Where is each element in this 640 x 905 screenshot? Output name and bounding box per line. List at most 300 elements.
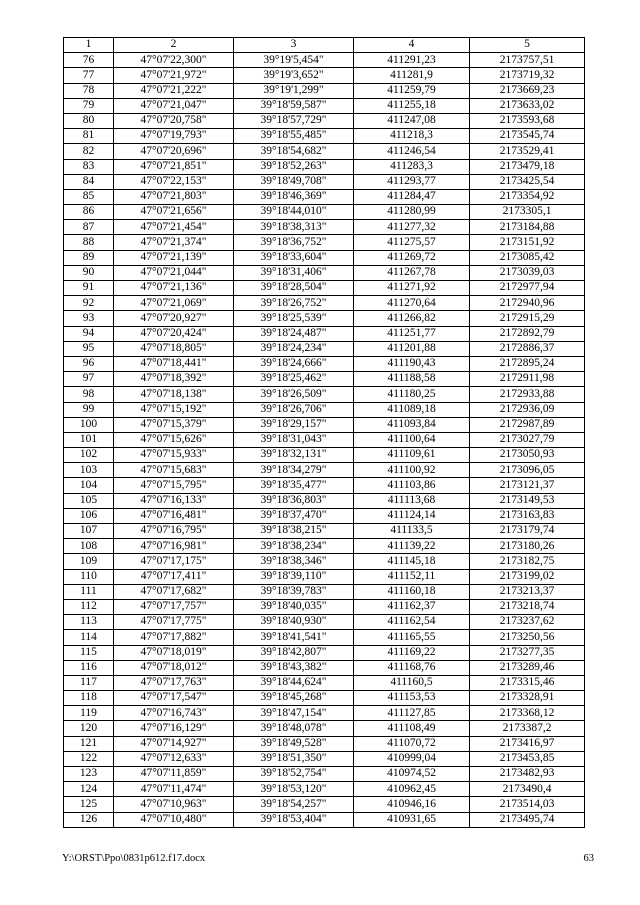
- cell-coord-x: 411100,92: [354, 463, 470, 478]
- cell-coord-x: 411269,72: [354, 250, 470, 265]
- cell-latitude: 47°07'21,069": [114, 296, 234, 311]
- table-row: [64, 402, 585, 417]
- cell-point-number: 76: [64, 53, 114, 68]
- table-row: [64, 281, 585, 296]
- cell-point-number: 97: [64, 372, 114, 387]
- cell-point-number: 120: [64, 721, 114, 736]
- header-col-2: 2: [114, 38, 234, 53]
- cell-coord-y: 2173529,41: [470, 144, 585, 159]
- table-row: [64, 387, 585, 402]
- cell-coord-y: 2173250,56: [470, 630, 585, 645]
- cell-coord-x: 410962,45: [354, 782, 470, 797]
- table-row: [64, 508, 585, 523]
- table-header: [64, 38, 585, 53]
- cell-latitude: 47°07'22,153": [114, 174, 234, 189]
- cell-longitude: 39°18'25,462": [234, 372, 354, 387]
- cell-longitude: 39°18'39,110": [234, 569, 354, 584]
- cell-coord-y: 2173719,32: [470, 68, 585, 83]
- cell-coord-y: 2173218,74: [470, 599, 585, 614]
- cell-coord-x: 411259,79: [354, 83, 470, 98]
- table-row: [64, 417, 585, 432]
- cell-coord-x: 411270,64: [354, 296, 470, 311]
- cell-longitude: 39°18'52,263": [234, 159, 354, 174]
- table-row: [64, 569, 585, 584]
- cell-longitude: 39°18'33,604": [234, 250, 354, 265]
- cell-longitude: 39°19'5,454": [234, 53, 354, 68]
- table-row: [64, 706, 585, 721]
- cell-coord-x: 411188,58: [354, 372, 470, 387]
- table-row: [64, 129, 585, 144]
- header-col-3: 3: [234, 38, 354, 53]
- cell-point-number: 119: [64, 706, 114, 721]
- header-row: [64, 38, 585, 53]
- cell-latitude: 47°07'18,138": [114, 387, 234, 402]
- table-row: [64, 53, 585, 68]
- cell-longitude: 39°18'26,509": [234, 387, 354, 402]
- cell-point-number: 94: [64, 326, 114, 341]
- cell-coord-x: 411162,37: [354, 599, 470, 614]
- cell-coord-y: 2172915,29: [470, 311, 585, 326]
- cell-coord-x: 411113,68: [354, 493, 470, 508]
- cell-longitude: 39°18'31,406": [234, 265, 354, 280]
- cell-point-number: 102: [64, 448, 114, 463]
- cell-point-number: 113: [64, 615, 114, 630]
- cell-point-number: 95: [64, 341, 114, 356]
- cell-point-number: 108: [64, 539, 114, 554]
- cell-coord-x: 411124,14: [354, 508, 470, 523]
- table-row: [64, 493, 585, 508]
- cell-latitude: 47°07'16,981": [114, 539, 234, 554]
- cell-longitude: 39°18'39,783": [234, 584, 354, 599]
- cell-coord-y: 2173277,35: [470, 645, 585, 660]
- cell-coord-y: 2173514,03: [470, 797, 585, 812]
- cell-coord-y: 2172886,37: [470, 341, 585, 356]
- cell-latitude: 47°07'15,933": [114, 448, 234, 463]
- cell-coord-y: 2173669,23: [470, 83, 585, 98]
- cell-coord-y: 2173179,74: [470, 524, 585, 539]
- cell-coord-x: 411277,32: [354, 220, 470, 235]
- cell-longitude: 39°18'46,369": [234, 189, 354, 204]
- cell-longitude: 39°18'36,803": [234, 493, 354, 508]
- cell-point-number: 121: [64, 736, 114, 751]
- table-row: [64, 265, 585, 280]
- table-row: [64, 113, 585, 128]
- cell-coord-x: 411168,76: [354, 660, 470, 675]
- cell-coord-y: 2173121,37: [470, 478, 585, 493]
- cell-longitude: 39°18'28,504": [234, 281, 354, 296]
- cell-coord-y: 2173096,05: [470, 463, 585, 478]
- cell-coord-y: 2173085,42: [470, 250, 585, 265]
- table-row: [64, 432, 585, 447]
- cell-coord-x: 411284,47: [354, 189, 470, 204]
- footer-file-path: Y:\ORST\Ppo\0831p612.f17.docx: [62, 853, 206, 864]
- cell-longitude: 39°18'55,485": [234, 129, 354, 144]
- cell-coord-y: 2172895,24: [470, 356, 585, 371]
- cell-coord-x: 411162,54: [354, 615, 470, 630]
- cell-latitude: 47°07'20,696": [114, 144, 234, 159]
- table-row: [64, 645, 585, 660]
- cell-latitude: 47°07'15,795": [114, 478, 234, 493]
- cell-longitude: 39°18'31,043": [234, 432, 354, 447]
- cell-longitude: 39°18'45,268": [234, 691, 354, 706]
- cell-point-number: 116: [64, 660, 114, 675]
- cell-coord-x: 411109,61: [354, 448, 470, 463]
- cell-longitude: 39°18'57,729": [234, 113, 354, 128]
- cell-coord-x: 411165,55: [354, 630, 470, 645]
- cell-latitude: 47°07'21,972": [114, 68, 234, 83]
- cell-coord-x: 411281,9: [354, 68, 470, 83]
- table-row: [64, 782, 585, 797]
- cell-longitude: 39°18'35,477": [234, 478, 354, 493]
- cell-latitude: 47°07'17,547": [114, 691, 234, 706]
- cell-latitude: 47°07'21,044": [114, 265, 234, 280]
- cell-coord-x: 411267,78: [354, 265, 470, 280]
- cell-coord-y: 2173368,12: [470, 706, 585, 721]
- table-row: [64, 615, 585, 630]
- cell-longitude: 39°18'38,234": [234, 539, 354, 554]
- table-row: [64, 341, 585, 356]
- cell-latitude: 47°07'21,656": [114, 205, 234, 220]
- cell-coord-y: 2173180,26: [470, 539, 585, 554]
- cell-coord-y: 2172987,89: [470, 417, 585, 432]
- cell-coord-y: 2173387,2: [470, 721, 585, 736]
- cell-latitude: 47°07'21,139": [114, 250, 234, 265]
- table-row: [64, 220, 585, 235]
- cell-point-number: 82: [64, 144, 114, 159]
- cell-coord-x: 411169,22: [354, 645, 470, 660]
- cell-coord-y: 2173151,92: [470, 235, 585, 250]
- table-row: [64, 311, 585, 326]
- table-row: [64, 189, 585, 204]
- cell-point-number: 106: [64, 508, 114, 523]
- cell-longitude: 39°18'40,930": [234, 615, 354, 630]
- cell-latitude: 47°07'17,682": [114, 584, 234, 599]
- cell-coord-x: 411251,77: [354, 326, 470, 341]
- cell-coord-y: 2173182,75: [470, 554, 585, 569]
- cell-latitude: 47°07'22,300": [114, 53, 234, 68]
- cell-point-number: 87: [64, 220, 114, 235]
- cell-point-number: 105: [64, 493, 114, 508]
- table-row: [64, 721, 585, 736]
- cell-coord-y: 2173490,4: [470, 782, 585, 797]
- cell-coord-x: 411255,18: [354, 98, 470, 113]
- cell-longitude: 39°18'53,404": [234, 812, 354, 827]
- cell-coord-x: 411266,82: [354, 311, 470, 326]
- cell-latitude: 47°07'16,129": [114, 721, 234, 736]
- table-row: [64, 372, 585, 387]
- cell-coord-x: 411153,53: [354, 691, 470, 706]
- cell-latitude: 47°07'20,424": [114, 326, 234, 341]
- cell-longitude: 39°18'54,257": [234, 797, 354, 812]
- cell-coord-y: 2173305,1: [470, 205, 585, 220]
- table-row: [64, 68, 585, 83]
- cell-longitude: 39°18'32,131": [234, 448, 354, 463]
- cell-latitude: 47°07'18,019": [114, 645, 234, 660]
- cell-coord-y: 2173453,85: [470, 751, 585, 766]
- table-row: [64, 630, 585, 645]
- cell-point-number: 124: [64, 782, 114, 797]
- cell-coord-y: 2173425,54: [470, 174, 585, 189]
- cell-longitude: 39°18'25,539": [234, 311, 354, 326]
- cell-longitude: 39°18'52,754": [234, 767, 354, 782]
- header-col-5: 5: [470, 38, 585, 53]
- cell-coord-x: 411070,72: [354, 736, 470, 751]
- cell-latitude: 47°07'16,133": [114, 493, 234, 508]
- table-row: [64, 326, 585, 341]
- cell-longitude: 39°18'26,706": [234, 402, 354, 417]
- cell-coord-y: 2173289,46: [470, 660, 585, 675]
- cell-latitude: 47°07'14,927": [114, 736, 234, 751]
- cell-coord-x: 411180,25: [354, 387, 470, 402]
- cell-point-number: 122: [64, 751, 114, 766]
- table-row: [64, 751, 585, 766]
- cell-latitude: 47°07'10,963": [114, 797, 234, 812]
- cell-latitude: 47°07'18,805": [114, 341, 234, 356]
- cell-latitude: 47°07'20,758": [114, 113, 234, 128]
- cell-coord-x: 411283,3: [354, 159, 470, 174]
- footer-page-number: 63: [583, 853, 594, 864]
- cell-coord-x: 411100,64: [354, 432, 470, 447]
- table-row: [64, 159, 585, 174]
- cell-coord-y: 2173479,18: [470, 159, 585, 174]
- cell-longitude: 39°18'44,010": [234, 205, 354, 220]
- cell-point-number: 93: [64, 311, 114, 326]
- cell-point-number: 81: [64, 129, 114, 144]
- cell-coord-x: 411271,92: [354, 281, 470, 296]
- cell-longitude: 39°18'38,313": [234, 220, 354, 235]
- cell-longitude: 39°18'43,382": [234, 660, 354, 675]
- cell-coord-x: 411108,49: [354, 721, 470, 736]
- cell-latitude: 47°07'21,851": [114, 159, 234, 174]
- cell-coord-x: 411139,22: [354, 539, 470, 554]
- cell-latitude: 47°07'21,222": [114, 83, 234, 98]
- table-row: [64, 554, 585, 569]
- cell-latitude: 47°07'21,374": [114, 235, 234, 250]
- table-row: [64, 356, 585, 371]
- cell-point-number: 117: [64, 675, 114, 690]
- cell-longitude: 39°18'54,682": [234, 144, 354, 159]
- table-row: [64, 478, 585, 493]
- cell-point-number: 85: [64, 189, 114, 204]
- cell-coord-y: 2172933,88: [470, 387, 585, 402]
- table-row: [64, 83, 585, 98]
- cell-longitude: 39°18'36,752": [234, 235, 354, 250]
- cell-longitude: 39°18'53,120": [234, 782, 354, 797]
- cell-coord-y: 2173328,91: [470, 691, 585, 706]
- table-row: [64, 660, 585, 675]
- cell-coord-y: 2173545,74: [470, 129, 585, 144]
- cell-point-number: 114: [64, 630, 114, 645]
- cell-longitude: 39°18'34,279": [234, 463, 354, 478]
- cell-coord-y: 2173495,74: [470, 812, 585, 827]
- table-body: [64, 53, 585, 828]
- cell-coord-y: 2173039,03: [470, 265, 585, 280]
- table-row: [64, 797, 585, 812]
- cell-point-number: 104: [64, 478, 114, 493]
- cell-latitude: 47°07'15,683": [114, 463, 234, 478]
- cell-point-number: 78: [64, 83, 114, 98]
- cell-latitude: 47°07'18,441": [114, 356, 234, 371]
- table-row: [64, 174, 585, 189]
- cell-coord-x: 411218,3: [354, 129, 470, 144]
- cell-coord-x: 411246,54: [354, 144, 470, 159]
- table-row: [64, 448, 585, 463]
- cell-coord-x: 411190,43: [354, 356, 470, 371]
- cell-coord-x: 410974,52: [354, 767, 470, 782]
- cell-coord-y: 2172977,94: [470, 281, 585, 296]
- cell-point-number: 118: [64, 691, 114, 706]
- cell-point-number: 109: [64, 554, 114, 569]
- cell-latitude: 47°07'21,454": [114, 220, 234, 235]
- table-row: [64, 98, 585, 113]
- cell-coord-y: 2173757,51: [470, 53, 585, 68]
- cell-point-number: 89: [64, 250, 114, 265]
- cell-point-number: 88: [64, 235, 114, 250]
- cell-coord-x: 411280,99: [354, 205, 470, 220]
- cell-coord-y: 2173163,83: [470, 508, 585, 523]
- cell-coord-x: 411133,5: [354, 524, 470, 539]
- cell-coord-y: 2173184,88: [470, 220, 585, 235]
- cell-longitude: 39°18'49,528": [234, 736, 354, 751]
- cell-point-number: 123: [64, 767, 114, 782]
- cell-point-number: 79: [64, 98, 114, 113]
- table-row: [64, 539, 585, 554]
- cell-coord-y: 2173593,68: [470, 113, 585, 128]
- cell-coord-y: 2173213,37: [470, 584, 585, 599]
- table-row: [64, 235, 585, 250]
- cell-point-number: 126: [64, 812, 114, 827]
- cell-coord-y: 2173027,79: [470, 432, 585, 447]
- cell-point-number: 101: [64, 432, 114, 447]
- cell-latitude: 47°07'15,192": [114, 402, 234, 417]
- cell-latitude: 47°07'11,859": [114, 767, 234, 782]
- cell-latitude: 47°07'17,882": [114, 630, 234, 645]
- cell-coord-x: 411247,08: [354, 113, 470, 128]
- cell-coord-y: 2173050,93: [470, 448, 585, 463]
- cell-coord-y: 2173416,97: [470, 736, 585, 751]
- cell-point-number: 96: [64, 356, 114, 371]
- cell-point-number: 77: [64, 68, 114, 83]
- cell-point-number: 111: [64, 584, 114, 599]
- cell-longitude: 39°18'59,587": [234, 98, 354, 113]
- cell-point-number: 80: [64, 113, 114, 128]
- cell-point-number: 99: [64, 402, 114, 417]
- cell-coord-x: 410999,04: [354, 751, 470, 766]
- cell-coord-x: 411160,5: [354, 675, 470, 690]
- cell-latitude: 47°07'17,411": [114, 569, 234, 584]
- cell-longitude: 39°18'48,078": [234, 721, 354, 736]
- cell-longitude: 39°18'42,807": [234, 645, 354, 660]
- cell-longitude: 39°18'37,470": [234, 508, 354, 523]
- cell-longitude: 39°19'3,652": [234, 68, 354, 83]
- cell-longitude: 39°19'1,299": [234, 83, 354, 98]
- cell-latitude: 47°07'11,474": [114, 782, 234, 797]
- cell-latitude: 47°07'16,481": [114, 508, 234, 523]
- cell-latitude: 47°07'15,626": [114, 432, 234, 447]
- cell-longitude: 39°18'26,752": [234, 296, 354, 311]
- cell-coord-y: 2173237,62: [470, 615, 585, 630]
- cell-point-number: 115: [64, 645, 114, 660]
- table-row: [64, 296, 585, 311]
- cell-latitude: 47°07'16,743": [114, 706, 234, 721]
- cell-longitude: 39°18'51,350": [234, 751, 354, 766]
- table-row: [64, 812, 585, 827]
- cell-longitude: 39°18'24,234": [234, 341, 354, 356]
- cell-coord-x: 411291,23: [354, 53, 470, 68]
- cell-coord-x: 410946,16: [354, 797, 470, 812]
- cell-point-number: 91: [64, 281, 114, 296]
- cell-coord-x: 411127,85: [354, 706, 470, 721]
- cell-coord-x: 411293,77: [354, 174, 470, 189]
- table-row: [64, 767, 585, 782]
- cell-point-number: 86: [64, 205, 114, 220]
- table-row: [64, 463, 585, 478]
- cell-coord-x: 411152,11: [354, 569, 470, 584]
- cell-latitude: 47°07'17,775": [114, 615, 234, 630]
- coordinates-table: [63, 37, 585, 828]
- cell-point-number: 107: [64, 524, 114, 539]
- cell-coord-y: 2173149,53: [470, 493, 585, 508]
- header-col-1: 1: [64, 38, 114, 53]
- cell-longitude: 39°18'38,346": [234, 554, 354, 569]
- cell-coord-x: 410931,65: [354, 812, 470, 827]
- cell-latitude: 47°07'17,757": [114, 599, 234, 614]
- cell-latitude: 47°07'18,392": [114, 372, 234, 387]
- table-row: [64, 599, 585, 614]
- cell-coord-x: 411093,84: [354, 417, 470, 432]
- cell-coord-x: 411160,18: [354, 584, 470, 599]
- cell-latitude: 47°07'16,795": [114, 524, 234, 539]
- cell-point-number: 103: [64, 463, 114, 478]
- cell-point-number: 112: [64, 599, 114, 614]
- cell-point-number: 84: [64, 174, 114, 189]
- cell-latitude: 47°07'21,047": [114, 98, 234, 113]
- cell-point-number: 98: [64, 387, 114, 402]
- table-row: [64, 250, 585, 265]
- cell-coord-x: 411201,88: [354, 341, 470, 356]
- cell-latitude: 47°07'17,763": [114, 675, 234, 690]
- cell-coord-y: 2173199,02: [470, 569, 585, 584]
- cell-coord-y: 2173482,93: [470, 767, 585, 782]
- table-row: [64, 675, 585, 690]
- cell-point-number: 83: [64, 159, 114, 174]
- table-row: [64, 584, 585, 599]
- cell-coord-x: 411089,18: [354, 402, 470, 417]
- cell-latitude: 47°07'19,793": [114, 129, 234, 144]
- cell-coord-y: 2172940,96: [470, 296, 585, 311]
- cell-coord-x: 411275,57: [354, 235, 470, 250]
- cell-coord-y: 2172892,79: [470, 326, 585, 341]
- cell-point-number: 125: [64, 797, 114, 812]
- cell-longitude: 39°18'49,708": [234, 174, 354, 189]
- cell-coord-y: 2173633,02: [470, 98, 585, 113]
- cell-longitude: 39°18'24,487": [234, 326, 354, 341]
- cell-longitude: 39°18'41,541": [234, 630, 354, 645]
- cell-coord-y: 2173354,92: [470, 189, 585, 204]
- cell-coord-y: 2172911,98: [470, 372, 585, 387]
- cell-point-number: 92: [64, 296, 114, 311]
- cell-latitude: 47°07'17,175": [114, 554, 234, 569]
- cell-longitude: 39°18'44,624": [234, 675, 354, 690]
- cell-point-number: 110: [64, 569, 114, 584]
- cell-latitude: 47°07'15,379": [114, 417, 234, 432]
- cell-point-number: 90: [64, 265, 114, 280]
- cell-latitude: 47°07'21,136": [114, 281, 234, 296]
- cell-coord-y: 2173315,46: [470, 675, 585, 690]
- cell-coord-x: 411103,86: [354, 478, 470, 493]
- cell-coord-y: 2172936,09: [470, 402, 585, 417]
- cell-latitude: 47°07'10,480": [114, 812, 234, 827]
